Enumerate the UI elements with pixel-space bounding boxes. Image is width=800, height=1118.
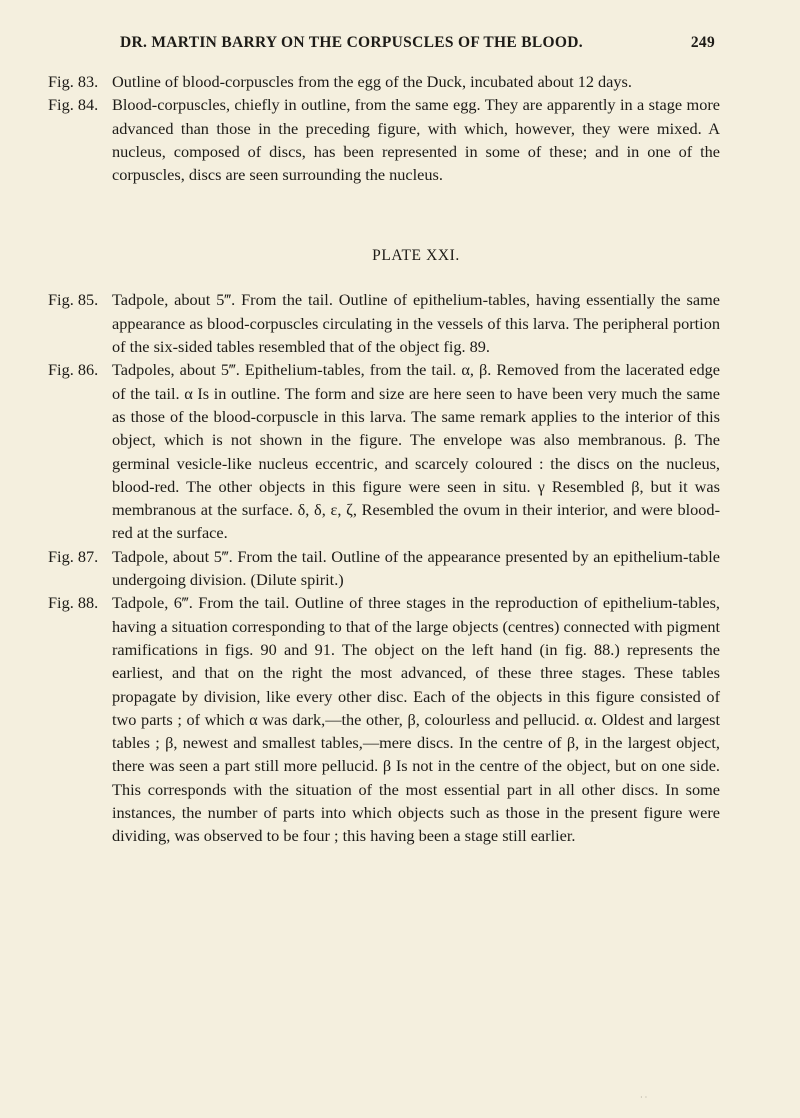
figure-text: Blood-corpuscles, chiefly in outline, from the same egg. They are apparently in a stage more advanced than those in the preceding figure, with which, however, they were mixed. A nucleus, composed of discs, has been represented in some of these; and in one of the corpuscles, discs are seen surrounding the nucleus. xyxy=(112,95,720,185)
figure-caption-83 xyxy=(48,70,720,93)
figure-text: Tadpole, about 5‴. From the tail. Outline of epithelium-tables, having essentially the same appearance as blood-corpuscles circulating in the vessels of this larva. The peripheral portion of the six-sided tables resembled that of the object fig. 89. xyxy=(112,290,720,357)
figure-caption-86 xyxy=(48,358,720,544)
figure-text: Tadpoles, about 5‴. Epithelium-tables, from the tail. α, β. Removed from the lacerated edge of the tail. α Is in outline. The form and size are here seen to have been very much the same as those of the blood-corpuscle in this larva. The same remark applies to the interior of this object, which is not shown in the figure. The envelope was also membranous. β. The germinal vesicle-like nucleus eccentric, and scarcely coloured : the discs on the nucleus, blood-red. The other objects in this figure were seen in situ. γ Resembled β, but it was membranous at the surface. δ, δ, ε, ζ, Resembled the ovum in their interior, and were blood-red at the surface. xyxy=(112,360,720,543)
figure-label: Fig. 87. xyxy=(48,546,99,566)
figure-caption-87 xyxy=(48,545,720,592)
figure-label: Fig. 88. xyxy=(48,593,99,613)
running-head-title: DR. MARTIN BARRY ON THE CORPUSCLES OF THE BLOOD. xyxy=(120,34,583,51)
footer-speck: · · xyxy=(640,1093,648,1102)
figure-text: Outline of blood-corpuscles from the egg of the Duck, incubated about 12 days. xyxy=(112,72,632,91)
figure-caption-88 xyxy=(48,591,720,847)
body-text xyxy=(48,70,720,848)
figure-caption-85 xyxy=(48,288,720,358)
figure-text: Tadpole, 6‴. From the tail. Outline of three stages in the reproduction of epithelium-tables, having a situation corresponding to that of the large objects (centres) connected with pigment ramifications in figs. 90 and 91. The object on the left hand (in fig. 88.) represents the earliest, and that on the right the most advanced, of these three stages. These tables propagate by division, like every other disc. Each of the objects in this figure consisted of two parts ; of which α was dark,—the other, β, colourless and pellucid. α. Oldest and largest tables ; β, newest and smallest tables,—mere discs. In the centre of β, in the largest object, there was seen a part still more pellucid. β Is not in the centre of the object, but on one side. This corresponds with the situation of the most essential part in all other discs. In some instances, the number of parts into which objects such as those in the present figure were dividing, was observed to be four ; this having been a stage still earlier. xyxy=(112,593,720,846)
figure-caption-84 xyxy=(48,93,720,186)
figure-label: Fig. 84. xyxy=(48,95,99,115)
page-number: 249 xyxy=(690,34,715,51)
figure-label: Fig. 85. xyxy=(48,290,99,310)
figure-label: Fig. 86. xyxy=(48,360,99,380)
figure-text: Tadpole, about 5‴. From the tail. Outline of the appearance presented by an epithelium-table undergoing division. (Dilute spirit.) xyxy=(112,546,720,590)
plate-heading: PLATE XXI. xyxy=(372,247,460,265)
figure-label: Fig. 83. xyxy=(48,72,99,91)
